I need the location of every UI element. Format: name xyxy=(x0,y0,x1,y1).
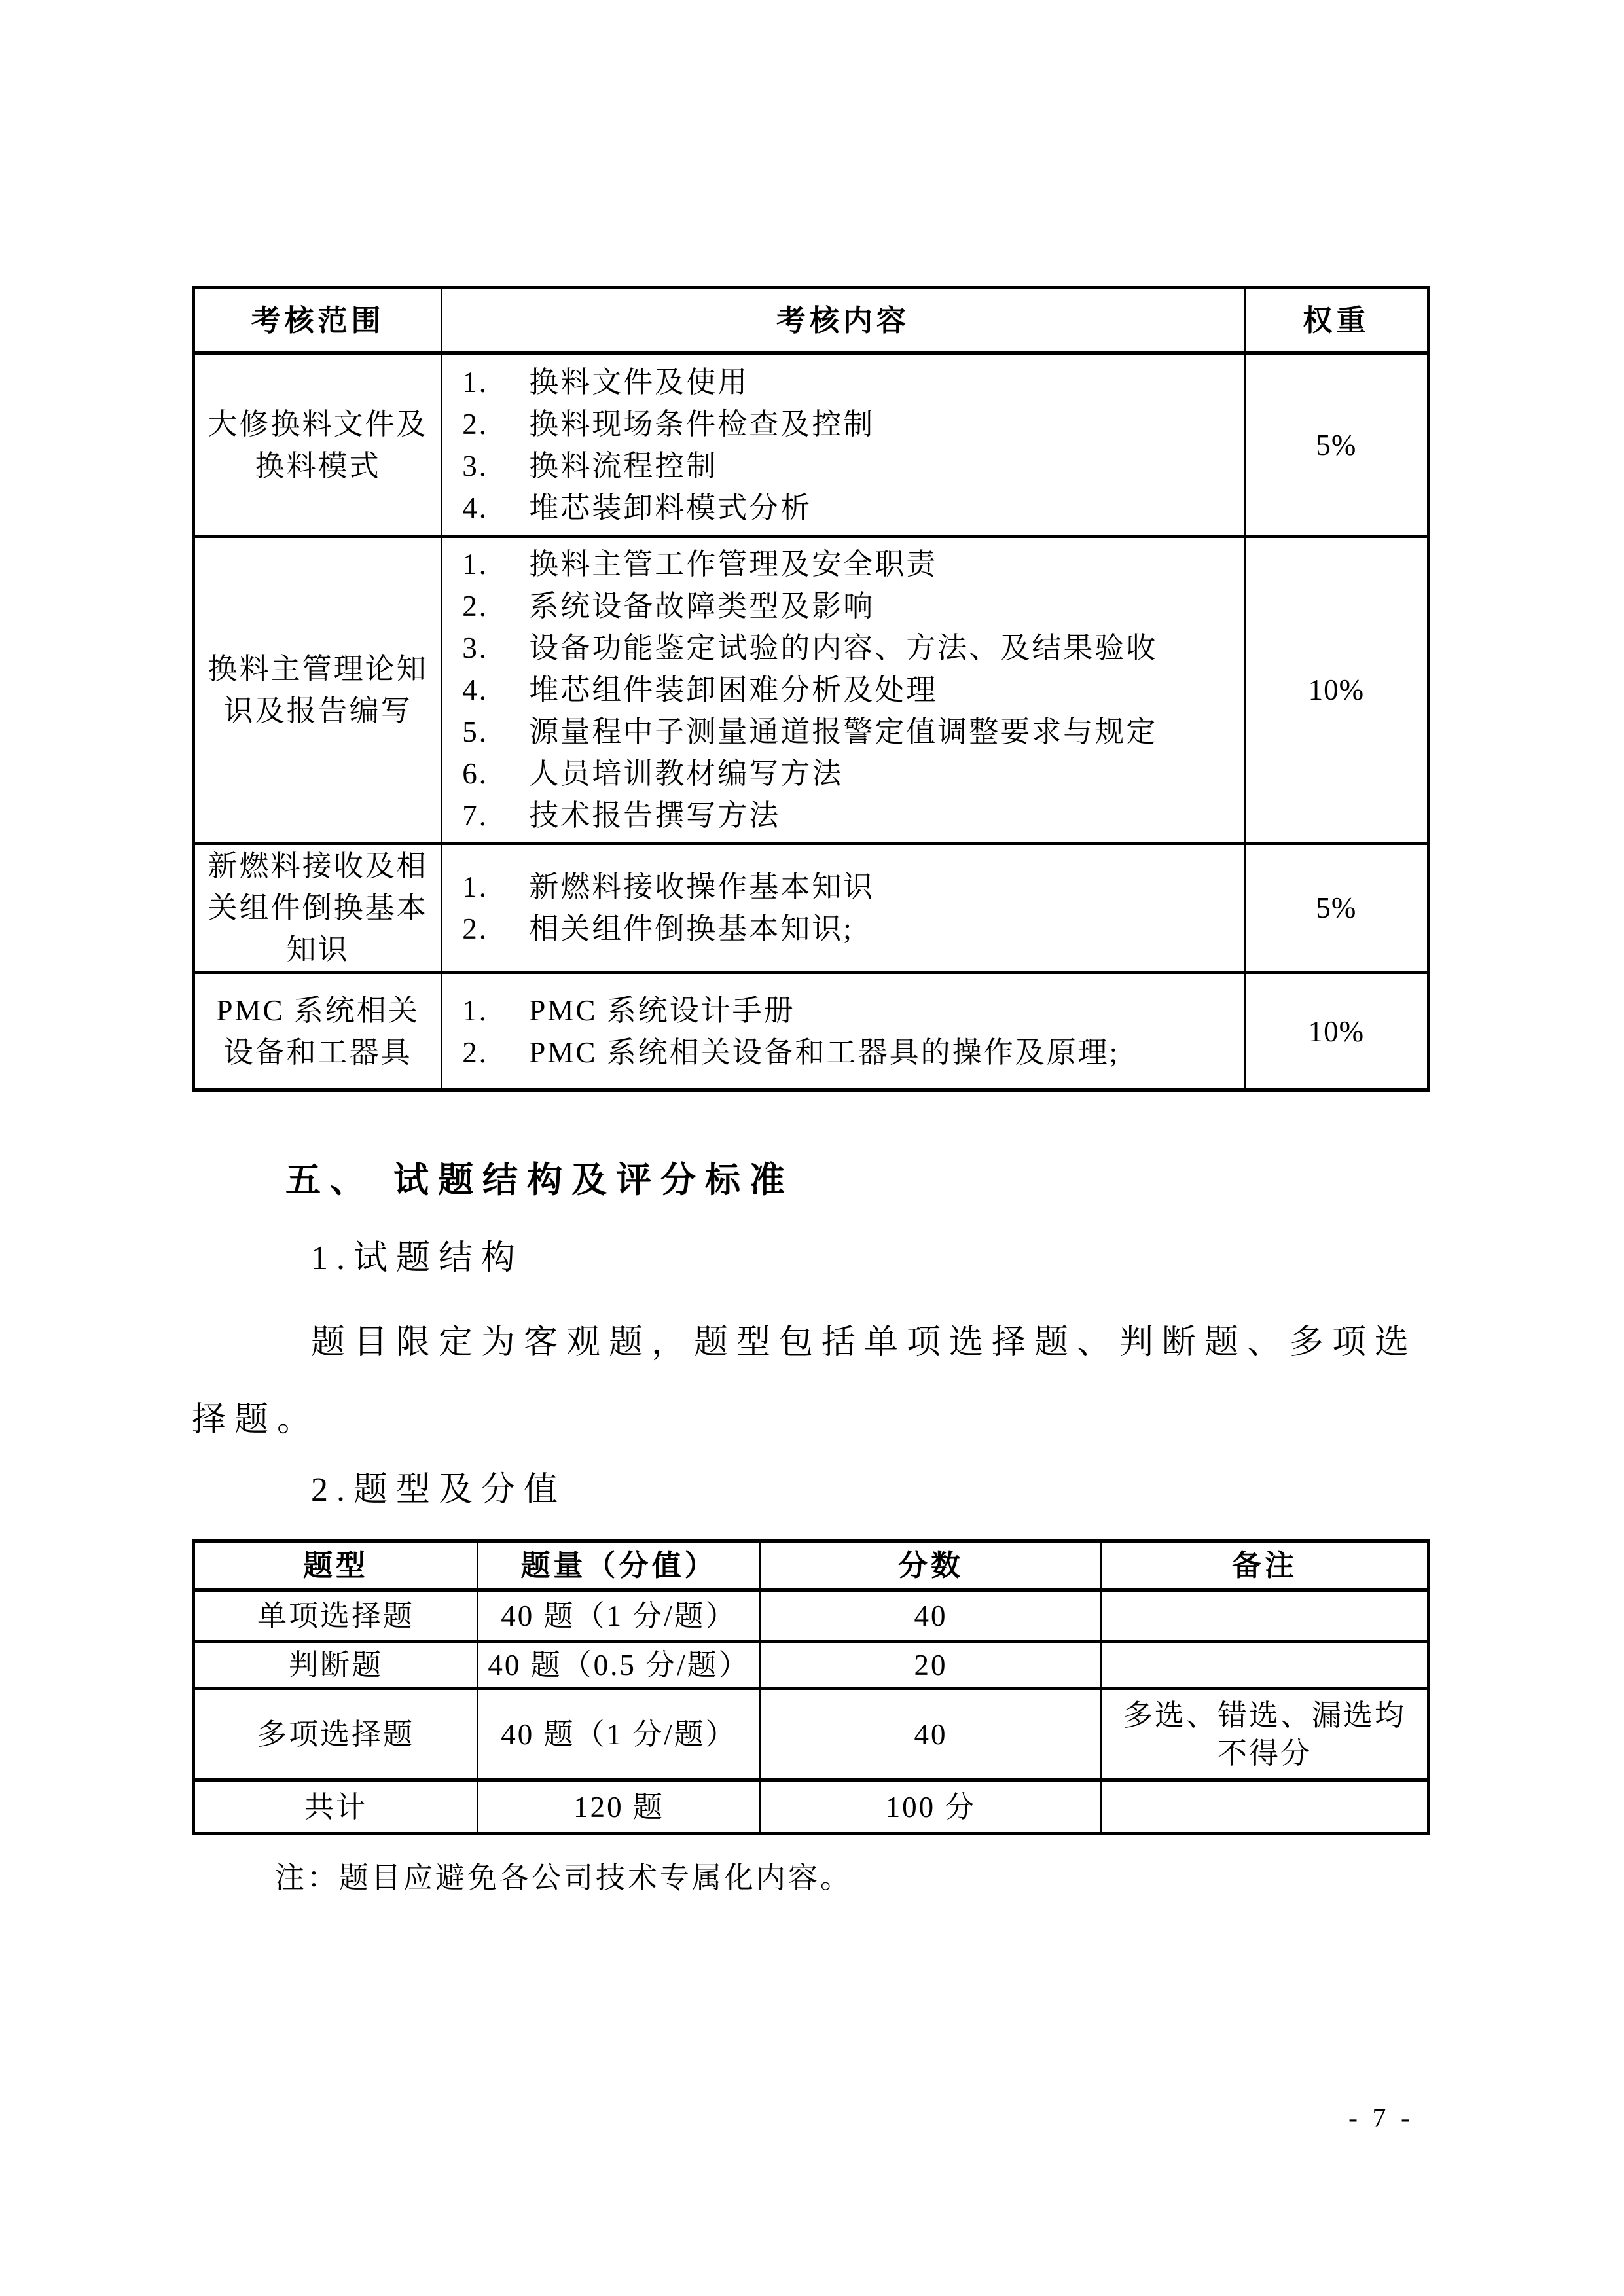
assessment-table xyxy=(192,286,1430,1092)
quantity-cell: 40 题（0.5 分/题） xyxy=(478,1641,761,1689)
score-table-header-row xyxy=(194,1541,1429,1590)
list-item-text: 新燃料接收操作基本知识 xyxy=(529,870,875,903)
scope-cell xyxy=(194,353,442,537)
score-table xyxy=(192,1539,1430,1835)
list-item-text: 源量程中子测量通道报警定值调整要求与规定 xyxy=(529,715,1158,748)
section-heading: 五、 试题结构及评分标准 xyxy=(285,1160,795,1200)
weight-cell: 5% xyxy=(1244,844,1428,973)
table-row xyxy=(194,1641,1429,1689)
list-item-text: 技术报告撰写方法 xyxy=(529,799,781,832)
table-row xyxy=(194,353,1429,537)
list-item-text: PMC 系统相关设备和工器具的操作及原理; xyxy=(529,1035,1120,1069)
table-row xyxy=(194,973,1429,1090)
content-list xyxy=(462,361,1231,529)
list-item xyxy=(462,795,1231,836)
quantity-cell: 120 题 xyxy=(478,1780,761,1834)
list-item xyxy=(462,543,1231,585)
assessment-table-header-row xyxy=(194,288,1429,353)
header-weight: 权重 xyxy=(1244,288,1428,353)
header-content: 考核内容 xyxy=(442,288,1245,353)
list-item-text: 换料主管工作管理及安全职责 xyxy=(529,548,938,581)
list-item xyxy=(462,627,1231,669)
list-item xyxy=(462,866,1231,908)
weight-cell: 10% xyxy=(1244,973,1428,1090)
content-cell xyxy=(442,537,1245,844)
list-item-text: 换料现场条件检查及控制 xyxy=(529,407,875,440)
remark-cell xyxy=(1101,1641,1428,1689)
list-item xyxy=(462,361,1231,403)
scope-cell xyxy=(194,537,442,844)
remark-cell: 多选、错选、漏选均不得分 xyxy=(1101,1689,1428,1780)
scope-text: PMC 系统相关设备和工器具 xyxy=(216,994,420,1069)
question-type-cell: 共计 xyxy=(194,1780,478,1834)
list-item-text: 换料流程控制 xyxy=(529,449,718,482)
header-question-type: 题型 xyxy=(194,1541,478,1590)
list-item xyxy=(462,711,1231,753)
content-list xyxy=(462,990,1231,1073)
remark-cell xyxy=(1101,1590,1428,1641)
list-item xyxy=(462,990,1231,1031)
scope-text: 大修换料文件及换料模式 xyxy=(208,407,428,482)
scope-cell xyxy=(194,973,442,1090)
list-item xyxy=(462,445,1231,487)
score-cell: 100 分 xyxy=(761,1780,1102,1834)
score-cell: 40 xyxy=(761,1689,1102,1780)
list-item-text: 系统设备故障类型及影响 xyxy=(529,590,875,622)
body-paragraph: 题目限定为客观题，题型包括单项选择题、判断题、多项选择题。 xyxy=(192,1324,1418,1439)
table-row xyxy=(194,844,1429,973)
list-item-text: 人员培训教材编写方法 xyxy=(529,757,844,790)
question-type-cell: 单项选择题 xyxy=(194,1590,478,1641)
content-cell xyxy=(442,973,1245,1090)
remark-cell xyxy=(1101,1780,1428,1834)
content-cell xyxy=(442,844,1245,973)
list-item-text: 堆芯组件装卸困难分析及处理 xyxy=(529,673,938,706)
score-cell: 20 xyxy=(761,1641,1102,1689)
score-cell: 40 xyxy=(761,1590,1102,1641)
list-item xyxy=(462,585,1231,627)
page-number: - 7 - xyxy=(1348,2104,1414,2134)
table-row xyxy=(194,1689,1429,1780)
content-list xyxy=(462,866,1231,950)
table-row xyxy=(194,1590,1429,1641)
quantity-cell: 40 题（1 分/题） xyxy=(478,1689,761,1780)
header-remark: 备注 xyxy=(1101,1541,1428,1590)
list-item xyxy=(462,753,1231,795)
list-item xyxy=(462,1031,1231,1073)
question-type-cell: 多项选择题 xyxy=(194,1689,478,1780)
list-item-text: 设备功能鉴定试验的内容、方法、及结果验收 xyxy=(529,632,1158,664)
header-scope: 考核范围 xyxy=(194,288,442,353)
table-row xyxy=(194,537,1429,844)
subsection-1-heading: 1.试题结构 xyxy=(311,1240,524,1277)
list-item-text: 堆芯装卸料模式分析 xyxy=(529,491,812,524)
list-item-text: PMC 系统设计手册 xyxy=(529,994,795,1027)
content-cell xyxy=(442,353,1245,537)
scope-text: 换料主管理论知识及报告编写 xyxy=(208,653,428,727)
quantity-cell: 40 题（1 分/题） xyxy=(478,1590,761,1641)
weight-cell: 10% xyxy=(1244,537,1428,844)
list-item xyxy=(462,908,1231,950)
content-list xyxy=(462,543,1231,836)
list-item-text: 换料文件及使用 xyxy=(529,365,749,399)
header-score: 分数 xyxy=(761,1541,1102,1590)
list-item-text: 相关组件倒换基本知识; xyxy=(529,912,854,945)
scope-text: 新燃料接收及相关组件倒换基本知识 xyxy=(208,850,428,966)
list-item xyxy=(462,669,1231,711)
note-text: 注：题目应避免各公司技术专属化内容。 xyxy=(275,1861,853,1894)
weight-cell: 5% xyxy=(1244,353,1428,537)
list-item xyxy=(462,403,1231,445)
table-row xyxy=(194,1780,1429,1834)
question-type-cell: 判断题 xyxy=(194,1641,478,1689)
list-item xyxy=(462,487,1231,529)
subsection-2-heading: 2.题型及分值 xyxy=(311,1471,567,1509)
scope-cell xyxy=(194,844,442,973)
header-quantity: 题量（分值） xyxy=(478,1541,761,1590)
